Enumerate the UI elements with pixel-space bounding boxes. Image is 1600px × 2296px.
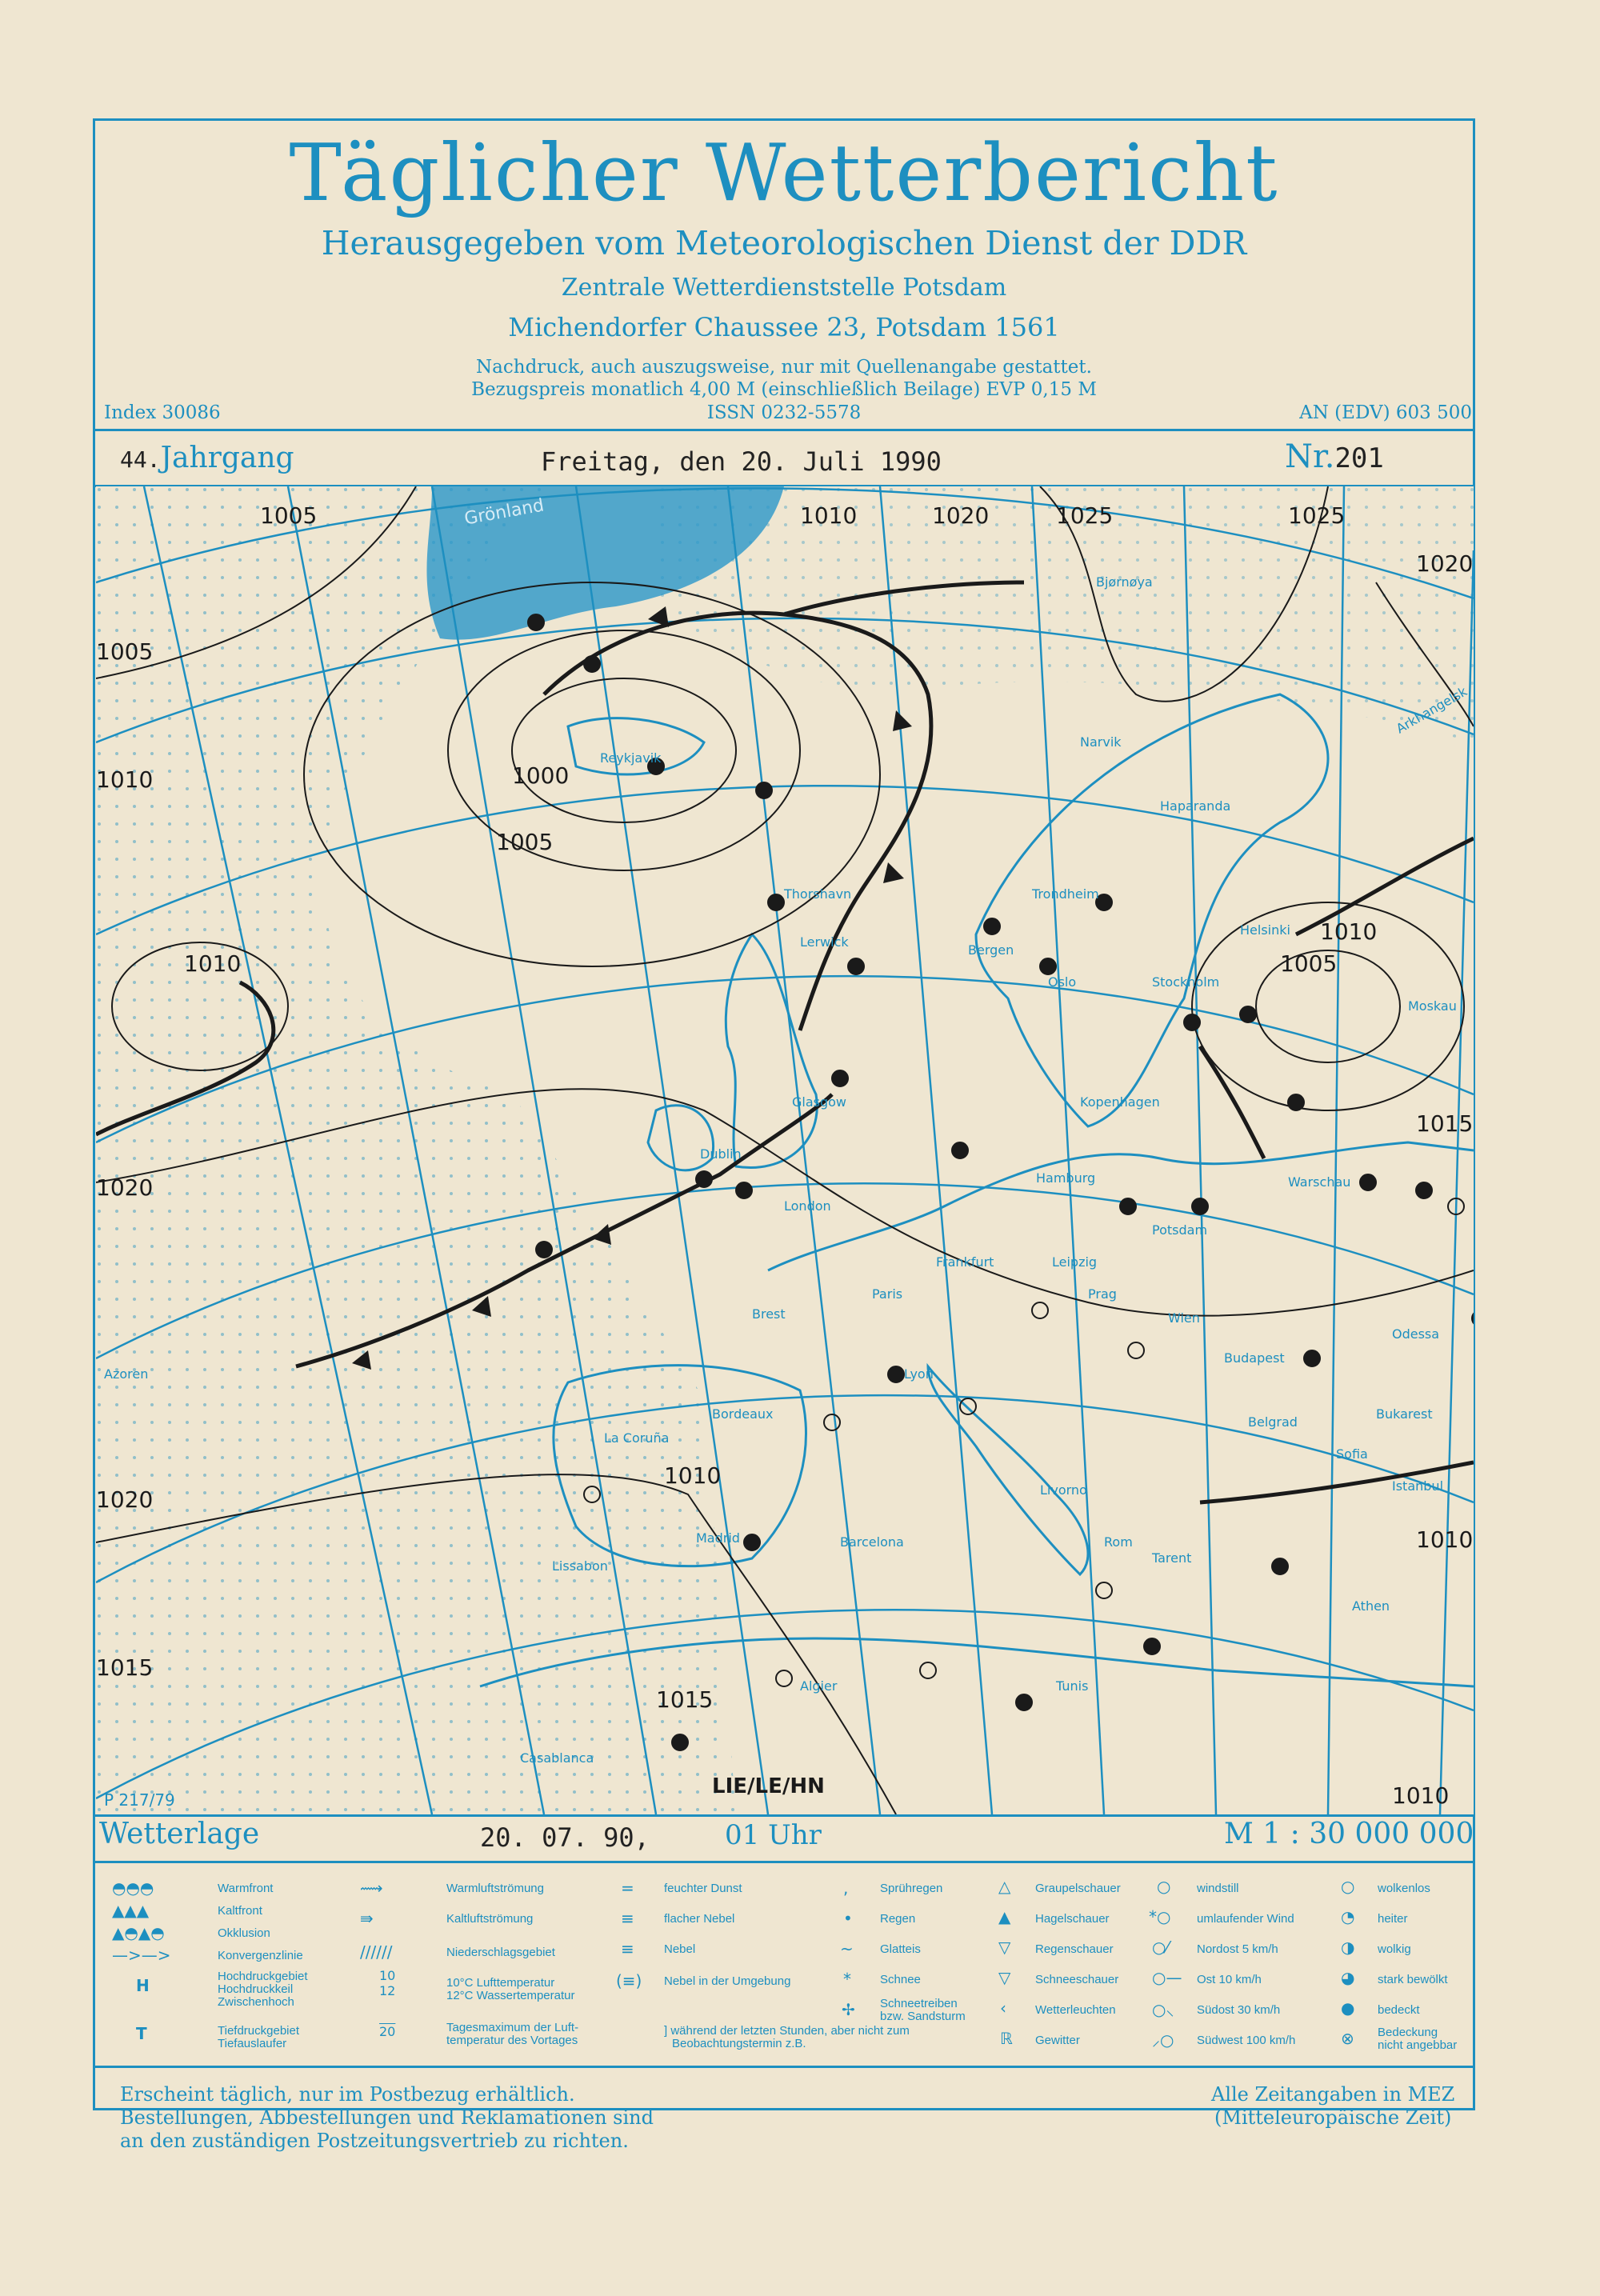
office-code: LIE/LE/HN	[712, 1774, 825, 1798]
index-number: Index 30086	[104, 402, 221, 423]
hail-shower-icon: ▲	[998, 1907, 1011, 1926]
place-label: Narvik	[1080, 734, 1122, 750]
place-label: Arkhangelsk	[1393, 683, 1470, 737]
isobar-label: 1020	[96, 1486, 154, 1513]
sky-obscured-icon: ⊗	[1341, 2029, 1354, 2048]
price-note: Bezugspreis monatlich 4,00 M (einschließlich Beilage) EVP 0,15 M	[471, 379, 1097, 400]
legend-niederschlag: Niederschlagsgebiet	[446, 1946, 555, 1959]
legend-ost: Ost 10 km/h	[1197, 1973, 1262, 1986]
place-label: Tarent	[1152, 1550, 1192, 1566]
wetterlage-label: Wetterlage	[99, 1818, 260, 1850]
legend-kaltluft: Kaltluftströmung	[446, 1912, 534, 1926]
place-label: Budapest	[1224, 1350, 1285, 1366]
issue-number-label: Nr.	[1285, 438, 1335, 475]
place-label: Frankfurt	[936, 1254, 994, 1270]
legend-bedeckt: bedeckt	[1378, 2003, 1420, 2017]
isobar-label: 1010	[96, 766, 154, 793]
place-label: Algier	[800, 1678, 838, 1694]
legend-letzte-stunden: ] während der letzten Stunden, aber nicht zum	[664, 2024, 910, 2038]
jahrgang	[120, 442, 294, 474]
jahrgang-label: Jahrgang	[160, 442, 294, 474]
place-label: Livorno	[1040, 1482, 1087, 1498]
isobar-label: 1010	[800, 502, 858, 529]
isobar-label: 1020	[1416, 550, 1474, 577]
fog-icon: ≡	[621, 1939, 634, 1958]
isobar-label: 1015	[1416, 1110, 1474, 1137]
an-edv-number: AN (EDV) 603 500	[1299, 402, 1472, 423]
legend-hochkeil: Hochdruckkeil	[218, 1982, 294, 1996]
place-label: Glasgow	[792, 1094, 847, 1110]
rain-icon: •	[843, 1909, 853, 1928]
place-label: Rom	[1104, 1534, 1133, 1550]
footer-left-line2: Bestellungen, Abbestellungen und Reklamationen sind	[120, 2106, 654, 2129]
legend-tief: Tiefdruckgebiet	[218, 2024, 299, 2038]
legend-umlaufend: umlaufender Wind	[1197, 1912, 1294, 1926]
isobar-label: 1020	[96, 1174, 154, 1201]
legend-kaltfront: Kaltfront	[218, 1904, 262, 1918]
issue-number	[1285, 438, 1384, 475]
place-label: Athen	[1352, 1598, 1390, 1614]
cold-front-icon: ▲▲▲	[112, 1901, 150, 1920]
snow-icon: *	[843, 1970, 851, 1989]
isobar-label: 1005	[96, 638, 154, 665]
legend-wassertemp: 12°C Wassertemperatur	[446, 1989, 575, 2002]
legend-wetterleuchten: Wetterleuchten	[1035, 2003, 1116, 2017]
office: Zentrale Wetterdienststelle Potsdam	[561, 274, 1007, 302]
legend-regen: Regen	[880, 1912, 916, 1926]
legend-okklusion: Okklusion	[218, 1926, 270, 1940]
footer-right-line1: Alle Zeitangaben in MEZ	[1211, 2083, 1455, 2106]
legend-spruehregen: Sprühregen	[880, 1882, 943, 1895]
place-label: Haparanda	[1160, 798, 1231, 814]
footer-left-line1: Erscheint täglich, nur im Postbezug erhältlich.	[120, 2083, 575, 2106]
calm-icon: ○	[1157, 1877, 1171, 1896]
legend-hoch: Hochdruckgebiet	[218, 1970, 308, 1983]
place-label: Bjørnøya	[1096, 574, 1153, 590]
isobar-label: 1025	[1288, 502, 1346, 529]
legend-warmluft: Warmluftströmung	[446, 1882, 544, 1895]
map-date: 20. 07. 90,	[480, 1822, 650, 1853]
place-label: Helsinki	[1240, 922, 1290, 938]
legend-heiter: heiter	[1378, 1912, 1408, 1926]
legend-beobachtung: Beobachtungstermin z.B.	[672, 2037, 806, 2050]
place-label: Istanbul	[1392, 1478, 1444, 1494]
place-label: Casablanca	[520, 1750, 594, 1766]
legend-regenschauer: Regenschauer	[1035, 1942, 1114, 1956]
place-label: Leipzig	[1052, 1254, 1098, 1270]
place-label: Barcelona	[840, 1534, 904, 1550]
mostly-cloudy-icon: ◕	[1341, 1968, 1355, 1987]
map-scale: M 1 : 30 000 000	[1224, 1818, 1474, 1850]
place-label: London	[784, 1198, 831, 1214]
weather-map	[96, 486, 1474, 1814]
isobar-label: 1010	[664, 1462, 722, 1489]
page-title: Täglicher Wetterbericht	[289, 128, 1279, 219]
footer-right	[1211, 2083, 1454, 2130]
fog-nearby-icon: (≡)	[616, 1971, 642, 1990]
legend-nicht-angebbar: nicht angebbar	[1378, 2038, 1458, 2052]
legend-schneetreiben: Schneetreiben	[880, 1997, 958, 2010]
place-label: La Coruña	[604, 1430, 670, 1446]
drizzle-icon: ,	[843, 1878, 849, 1898]
legend-windstill: windstill	[1197, 1882, 1239, 1895]
legend-warmfront: Warmfront	[218, 1882, 274, 1895]
place-label: Lissabon	[552, 1558, 608, 1574]
place-label: Paris	[872, 1286, 903, 1302]
place-label: Wien	[1168, 1310, 1200, 1326]
place-label: Madrid	[696, 1530, 740, 1546]
issue-number-value: 201	[1334, 442, 1384, 474]
publisher: Herausgegeben vom Meteorologischen Dienst der DDR	[321, 224, 1247, 262]
legend-nordost: Nordost 5 km/h	[1197, 1942, 1278, 1956]
low-pressure-icon: T	[136, 2024, 147, 2043]
clear-sky-icon: ○	[1341, 1877, 1355, 1896]
legend-suedost: Südost 30 km/h	[1197, 2003, 1281, 2017]
legend-schneeschauer: Schneeschauer	[1035, 1973, 1119, 1986]
place-label: Trondheim	[1032, 886, 1099, 902]
place-label: Brest	[752, 1306, 786, 1322]
issn: ISSN 0232-5578	[706, 402, 862, 423]
footer-left	[120, 2083, 654, 2153]
legend-divider-top	[93, 1861, 1475, 1863]
sheet-lightning-icon: ‹	[1000, 1998, 1006, 2018]
max-temperature-icon: 20	[379, 2024, 396, 2039]
isobar-label: 1010	[1320, 918, 1378, 945]
rain-shower-icon: ▽	[998, 1938, 1011, 1957]
place-label: Lerwick	[800, 934, 849, 950]
legend-nebel-umgebung: Nebel in der Umgebung	[664, 1974, 791, 1988]
legend-hagel: Hagelschauer	[1035, 1912, 1110, 1926]
place-label: Oslo	[1048, 974, 1077, 990]
legend-nebel: Nebel	[664, 1942, 696, 1956]
wind-southeast-icon: ○⸜	[1152, 2000, 1174, 2019]
place-label: Belgrad	[1248, 1414, 1298, 1430]
weather-map-svg	[96, 486, 1474, 1814]
isobar-label: 1015	[96, 1654, 154, 1681]
cloudy-icon: ◑	[1341, 1938, 1355, 1957]
haze-icon: =	[621, 1878, 634, 1898]
place-label: Stockholm	[1152, 974, 1220, 990]
glaze-icon: ~	[840, 1939, 854, 1958]
place-label: Warschau	[1288, 1174, 1351, 1190]
place-label: Azoren	[104, 1366, 149, 1382]
graupel-shower-icon: △	[998, 1877, 1011, 1896]
fair-icon: ◔	[1341, 1907, 1355, 1926]
legend-wolkig: wolkig	[1378, 1942, 1411, 1956]
isobar-label: 1010	[184, 950, 242, 977]
isobar-label: 1005	[496, 829, 554, 855]
place-label: Prag	[1088, 1286, 1117, 1302]
isobar-label: 1005	[260, 502, 318, 529]
isobar-label: 1000	[512, 762, 570, 789]
place-label: Sofia	[1336, 1446, 1368, 1462]
thunderstorm-icon: ℝ	[1000, 2029, 1013, 2048]
convergence-icon: —>—>	[112, 1946, 171, 1965]
shallow-fog-icon: ≡	[621, 1909, 634, 1928]
legend-schnee: Schnee	[880, 1973, 921, 1986]
place-label: Kopenhagen	[1080, 1094, 1160, 1110]
variable-wind-icon: *○	[1149, 1907, 1171, 1926]
legend-sandsturm: bzw. Sandsturm	[880, 2010, 966, 2023]
place-label: Bukarest	[1376, 1406, 1433, 1422]
reprint-note: Nachdruck, auch auszugsweise, nur mit Quellenangabe gestattet.	[476, 357, 1092, 378]
warm-air-arrow-icon: ⟿	[360, 1878, 383, 1898]
legend-wolkenlos: wolkenlos	[1378, 1882, 1430, 1895]
wind-southwest-icon: ⸝○	[1152, 2030, 1174, 2050]
legend-dunst: feuchter Dunst	[664, 1882, 742, 1895]
legend-gewitter: Gewitter	[1035, 2034, 1080, 2047]
place-label: Reykjavik	[600, 750, 662, 766]
legend-flacher-nebel: flacher Nebel	[664, 1912, 735, 1926]
legend-tagesmax1: Tagesmaximum der Luft-	[446, 2021, 579, 2034]
blowing-snow-icon: ✢	[842, 2000, 855, 2019]
isobar-label: 1025	[1056, 502, 1114, 529]
wind-east-icon: ○—	[1152, 1968, 1182, 1987]
legend-suedwest: Südwest 100 km/h	[1197, 2034, 1296, 2047]
place-label: Potsdam	[1152, 1222, 1208, 1238]
precipitation-area-icon: //////	[360, 1942, 393, 1962]
wind-northeast-icon: ○⁄	[1152, 1938, 1169, 1957]
isobar-label: 1005	[1280, 950, 1338, 977]
place-label: Odessa	[1392, 1326, 1440, 1342]
isobar-label: 1010	[1392, 1782, 1450, 1809]
high-pressure-icon: H	[136, 1976, 150, 1995]
place-label: Bergen	[968, 942, 1014, 958]
legend-glatteis: Glatteis	[880, 1942, 921, 1956]
legend-zwischenhoch: Zwischenhoch	[218, 1995, 294, 2009]
map-time: 01 Uhr	[725, 1819, 822, 1851]
overcast-icon: ●	[1341, 1998, 1355, 2018]
jahrgang-number: 44.	[120, 446, 161, 473]
header-divider	[93, 429, 1475, 431]
isobar-label: 1015	[656, 1686, 714, 1713]
place-label: Moskau	[1408, 998, 1457, 1014]
map-bottom-divider	[93, 1814, 1475, 1817]
map-code: P 217/79	[104, 1790, 175, 1810]
isobar-label: 1020	[932, 502, 990, 529]
footer-left-line3: an den zuständigen Postzeitungsvertrieb zu richten.	[120, 2130, 629, 2152]
cold-air-arrow-icon: ⇛	[360, 1909, 374, 1928]
legend-bedeckung: Bedeckung	[1378, 2026, 1438, 2039]
place-label: Hamburg	[1036, 1170, 1096, 1186]
legend-konvergenz: Konvergenzlinie	[218, 1949, 303, 1962]
place-label: Lyon	[904, 1366, 934, 1382]
footer-right-line2: (Mitteleuropäische Zeit)	[1214, 2106, 1452, 2129]
issue-date: Freitag, den 20. Juli 1990	[541, 446, 942, 477]
legend-divider-bottom	[93, 2066, 1475, 2068]
snow-shower-icon: ▽	[998, 1968, 1011, 1987]
temperature-icon: 10 12	[379, 1968, 396, 1998]
legend-tiefauslaeufer: Tiefauslaufer	[218, 2037, 287, 2050]
warm-front-icon: ◓◓◓	[112, 1878, 154, 1898]
isobar-label: 1010	[1416, 1526, 1474, 1553]
legend-lufttemp: 10°C Lufttemperatur	[446, 1976, 555, 1990]
place-label: Dublin	[700, 1146, 742, 1162]
place-label: Thorshavn	[784, 886, 852, 902]
legend-graupel: Graupelschauer	[1035, 1882, 1121, 1895]
place-label: Tunis	[1056, 1678, 1089, 1694]
place-label: Bordeaux	[712, 1406, 774, 1422]
legend-stark-bewoelkt: stark bewölkt	[1378, 1973, 1448, 1986]
legend-tagesmax2: temperatur des Vortages	[446, 2034, 578, 2047]
address: Michendorfer Chaussee 23, Potsdam 1561	[508, 312, 1060, 342]
place-label: Grönland	[462, 495, 546, 530]
occlusion-icon: ▲◓▲◓	[112, 1923, 165, 1942]
